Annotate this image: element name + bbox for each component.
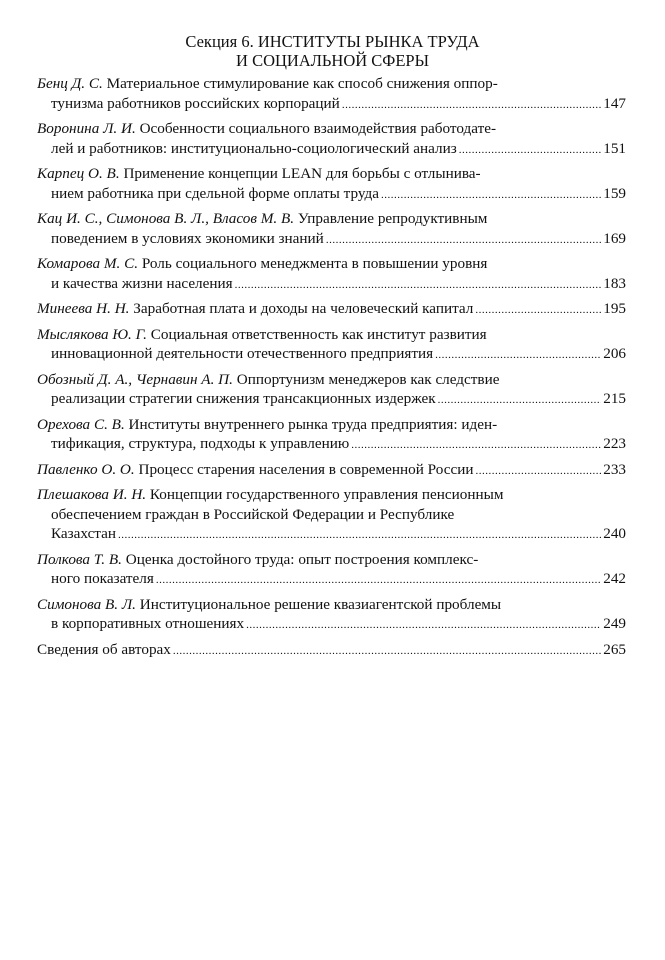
leader-dots <box>475 301 601 321</box>
table-of-contents <box>37 74 626 665</box>
toc-entry[interactable] <box>37 299 626 321</box>
toc-page-number: 265 <box>603 640 626 658</box>
toc-title-continued: поведением в условиях экономики знаний <box>51 229 324 247</box>
leader-dots <box>118 526 601 546</box>
toc-title: Оценка достойного труда: опыт построения комплекс- <box>121 550 479 568</box>
toc-page-number: 195 <box>603 300 626 317</box>
toc-author: Павленко О. О. <box>37 460 135 478</box>
toc-author: Комарова М. С. <box>37 255 139 272</box>
toc-title-continued: тификация, структура, подходы к управлению <box>51 435 350 452</box>
leader-dots <box>351 436 601 456</box>
toc-title-middle: обеспечением граждан в Российской Федерации и Республике <box>51 505 455 523</box>
toc-author: Кац И. С., Симонова В. Л., Власов М. В. <box>37 210 295 227</box>
section-title-line-1: Секция 6. ИНСТИТУТЫ РЫНКА ТРУДА <box>185 32 480 51</box>
toc-title: Процесс старения населения в современной России <box>134 460 474 478</box>
toc-author: Полкова Т. В. <box>37 550 122 568</box>
leader-dots <box>156 571 601 591</box>
toc-entry[interactable] <box>37 119 626 160</box>
toc-page-number: 223 <box>603 435 626 452</box>
toc-title: Роль социального менеджмента в повышении уровня <box>138 255 488 272</box>
toc-title-continued: в корпоративных отношениях <box>51 615 245 632</box>
toc-title: Особенности социального взаимодействия работодате- <box>135 120 497 137</box>
toc-entry-authors-info[interactable] <box>37 640 626 662</box>
toc-author: Симонова В. Л. <box>37 595 136 613</box>
toc-author: Обозный Д. А., Чернавин А. П. <box>37 370 233 388</box>
toc-title-continued: инновационной деятельности отечественного предприятия <box>51 345 434 362</box>
toc-entry[interactable] <box>37 415 626 456</box>
toc-entry[interactable] <box>37 460 626 482</box>
toc-title: Управление репродуктивным <box>294 210 488 227</box>
toc-entry[interactable] <box>37 325 626 366</box>
toc-title: Институциональное решение квазиагентской проблемы <box>135 595 502 613</box>
leader-dots <box>381 186 601 206</box>
toc-entry[interactable] <box>37 74 626 115</box>
leader-dots <box>435 346 601 366</box>
leader-dots <box>173 642 601 662</box>
toc-title: Применение концепции LEAN для борьбы с отлынива- <box>119 165 481 182</box>
toc-title-continued: тунизма работников российских корпораций <box>51 94 340 112</box>
leader-dots <box>475 462 601 482</box>
toc-page-number: 233 <box>603 460 626 478</box>
toc-entry[interactable] <box>37 485 626 546</box>
toc-title-continued: и качества жизни населения <box>51 274 233 292</box>
toc-title: Институты внутреннего рынка труда предприятия: иден- <box>124 415 498 433</box>
toc-page-number: 159 <box>603 184 626 202</box>
toc-author: Минеева Н. Н. <box>37 300 130 317</box>
toc-page-number: 242 <box>603 570 626 587</box>
toc-title: Заработная плата и доходы на человеческий капитал <box>129 300 474 317</box>
leader-dots <box>342 96 601 116</box>
leader-dots <box>326 231 601 251</box>
toc-author: Орехова С. В. <box>37 415 125 433</box>
toc-entry[interactable] <box>37 370 626 411</box>
toc-page-number: 206 <box>603 345 626 362</box>
section-heading <box>0 32 665 70</box>
toc-author: Плешакова И. Н. <box>37 486 147 503</box>
toc-title: Концепции государственного управления пенсионным <box>146 486 504 503</box>
toc-entry[interactable] <box>37 550 626 591</box>
toc-entry[interactable] <box>37 254 626 295</box>
toc-author: Воронина Л. И. <box>37 120 136 137</box>
toc-title: Материальное стимулирование как способ снижения оппор- <box>102 75 498 92</box>
toc-entry[interactable] <box>37 209 626 250</box>
toc-page-number: 183 <box>603 274 626 292</box>
toc-title-continued: Казахстан <box>51 525 116 542</box>
toc-title: Оппортунизм менеджеров как следствие <box>232 370 500 388</box>
toc-page-number: 147 <box>603 94 626 112</box>
leader-dots <box>235 276 602 296</box>
toc-title-continued: ного показателя <box>51 570 154 587</box>
section-title-line-2: И СОЦИАЛЬНОЙ СФЕРЫ <box>236 51 429 70</box>
leader-dots <box>459 141 601 161</box>
toc-title-continued: реализации стратегии снижения трансакционных издержек <box>51 390 436 407</box>
toc-page-number: 240 <box>603 525 626 542</box>
toc-title: Сведения об авторах <box>37 640 171 658</box>
toc-author: Бенц Д. С. <box>37 75 103 92</box>
toc-entry[interactable] <box>37 595 626 636</box>
toc-page-number: 151 <box>603 139 626 157</box>
toc-entry[interactable] <box>37 164 626 205</box>
toc-title-continued: лей и работников: институционально-социологический анализ <box>51 139 457 157</box>
toc-page-number: 249 <box>603 615 626 632</box>
toc-title: Социальная ответственность как институт развития <box>146 325 487 343</box>
toc-title-continued: нием работника при сдельной форме оплаты труда <box>51 184 379 202</box>
toc-page-number: 215 <box>603 390 626 407</box>
leader-dots <box>438 391 602 411</box>
toc-author: Мыслякова Ю. Г. <box>37 325 147 343</box>
leader-dots <box>246 616 601 636</box>
toc-page-number: 169 <box>603 229 626 247</box>
toc-author: Карпец О. В. <box>37 165 120 182</box>
